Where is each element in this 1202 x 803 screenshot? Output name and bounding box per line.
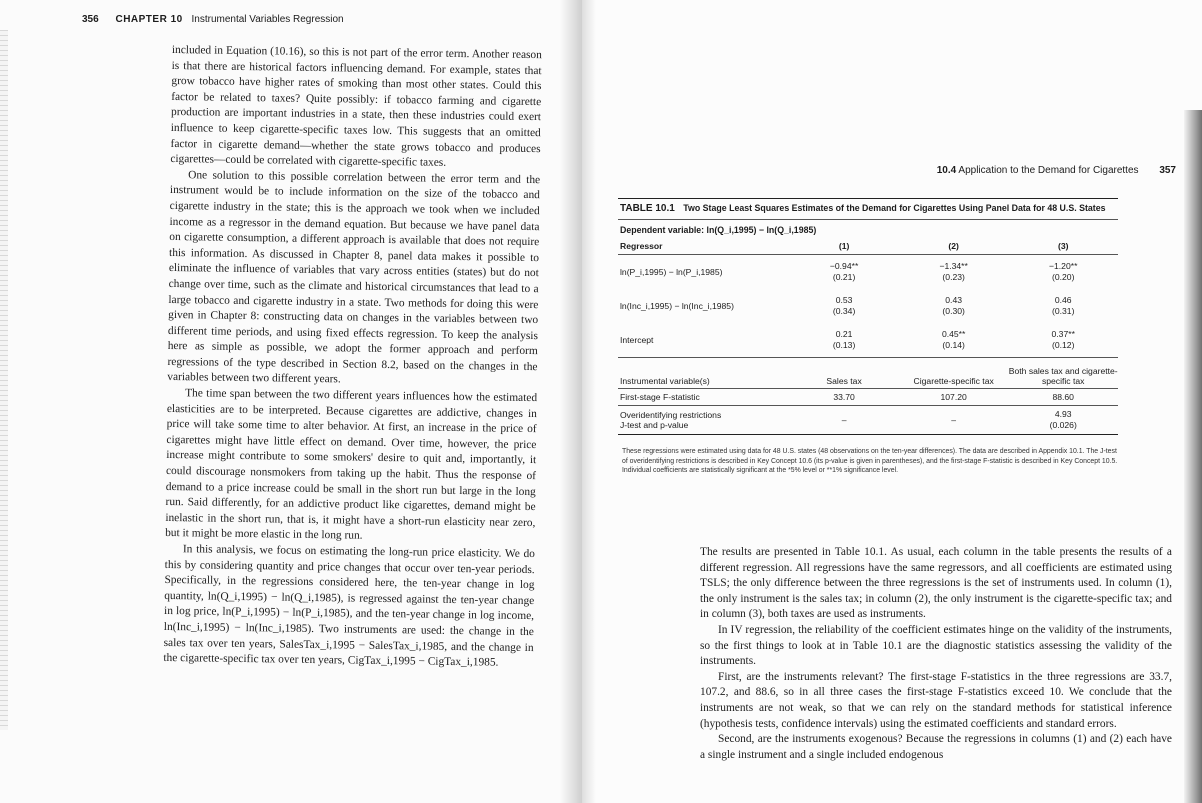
overid-pvalue: (0.026) — [1049, 420, 1077, 430]
instrument-cell: Cigarette-specific tax — [913, 376, 994, 386]
column-header: (2) — [948, 241, 959, 251]
right-body-text — [700, 545, 1172, 763]
instrument-cell: Sales tax — [826, 376, 862, 386]
right-paragraph: In IV regression, the reliability of the coefficient estimates hinge on the validity of the instruments, so the first things to look at in Table 10.1 are the diagnostic statistics assessing the validity of the instruments. — [700, 623, 1172, 668]
table-row — [618, 323, 1118, 357]
regressor-label: Intercept — [620, 335, 654, 345]
right-page-edge — [1184, 110, 1202, 803]
standard-error: (0.31) — [1051, 306, 1075, 316]
regression-table — [618, 198, 1118, 435]
left-body-text — [163, 43, 542, 672]
coefficient: 0.45** — [941, 329, 966, 339]
overid-value: – — [841, 415, 847, 425]
standard-error: (0.21) — [832, 272, 856, 282]
left-paragraph: In this analysis, we focus on estimating the long-run price elasticity. We do this by considering quantity and price changes that occur over ten-year periods. Specifically, in the regressions considered here, the ten-year change in log quantity, ln(Q_i,1995) − ln(Q_i,1985), is regressed against the ten-year change in log price, ln(P_i,1995) − ln(P_i,1985), and the ten-year change in log income, ln(Inc_i,1995) − ln(Inc_i,1985). Two instruments are used: the change in the sales tax over ten years, SalesTax_i,1995 − SalesTax_i,1985, and the change in the cigarette-specific tax over ten years, CigTax_i,1995 − CigTax_i,1985. — [163, 543, 535, 669]
table-caption — [618, 199, 1118, 219]
left-paragraph: The time span between the two different years influences how the estimated elasticities are to be interpreted. Because cigarettes are addictive, changes in price will take some time to alter behavior. At first, an increase in the price of cigarettes might have little effect on demand. Over time, however, the price increase might contribute to some smokers' desire to quit and, importantly, it could discourage nonsmokers from taking up the habit. Thus the response of demand to a price increase could be small in the short run but large in the long run. Said differently, for an addictive product like cigarettes, demand might be inelastic in the short run, that is, it might have a short-run elasticity near zero, but it might be more elastic in the long run. — [165, 387, 538, 543]
coefficient: 0.21 — [835, 329, 853, 339]
table-row — [618, 289, 1118, 323]
coefficient: 0.37** — [1051, 329, 1075, 339]
gutter-shadow-left — [560, 0, 582, 803]
dependent-variable-expr: ln(Q_i,1995) − ln(Q_i,1985) — [706, 225, 817, 235]
regressor-label: ln(P_i,1995) − ln(P_i,1985) — [620, 267, 723, 277]
table-title: Two Stage Least Squares Estimates of the Demand for Cigarettes Using Panel Data for 48 U.S. States — [683, 203, 1106, 213]
coefficient: −1.34** — [939, 261, 968, 271]
overid-label-line: Overidentifying restrictions — [620, 410, 722, 420]
table-number: TABLE 10.1 — [620, 203, 675, 214]
standard-error: (0.23) — [942, 272, 965, 282]
instruments-row — [618, 358, 1118, 388]
coefficient: −1.20** — [1049, 261, 1078, 271]
left-paragraph: One solution to this possible correlation between the error term and the instrument would be to include information on the size of the tobacco and cigarette industry in the state; this is the approach we took when we included income as a regressor in the demand equation. But because we have panel data on cigarette consumption, a different approach is available that does not require this information. As discussed in Chapter 8, panel data makes it possible to eliminate the influence of variables that vary across entities (states) but do not change over time, such as the climate and historical circumstances that lead to a large tobacco and cigarette industry in a state. Two methods for doing this were given in Chapter 8: constructing data on changes in the variables between two different time periods, and using fixed effects regression. To keep the analysis here as simple as possible, we adopt the former approach and perform regressions of the type described in Section 8.2, based on the changes in the variables between two different years. — [167, 168, 541, 386]
left-page-number: 356 — [82, 14, 99, 25]
section-title: Application to the Demand for Cigarettes — [958, 165, 1139, 176]
coefficient: 0.53 — [835, 295, 853, 305]
overid-value: 4.93 — [1054, 409, 1072, 419]
instrument-cell: Both sales tax and cigarette-specific tax — [1008, 366, 1118, 386]
overid-row — [618, 406, 1118, 434]
left-page-edge — [0, 30, 8, 730]
overid-label-line: J-test and p-value — [620, 420, 689, 430]
regressor-label: ln(Inc_i,1995) − ln(Inc_i,1985) — [620, 301, 734, 311]
right-page — [580, 0, 1202, 803]
table-header-row — [618, 238, 1118, 254]
table-row — [618, 255, 1118, 289]
gutter-shadow-right — [582, 0, 596, 803]
overid-value: – — [951, 415, 957, 425]
coefficient: 0.43 — [945, 295, 963, 305]
first-stage-row — [618, 389, 1118, 405]
column-header: (1) — [838, 241, 850, 251]
regressor-header: Regressor — [620, 241, 663, 251]
first-stage-value: 33.70 — [833, 392, 855, 402]
chapter-label: CHAPTER 10 — [115, 14, 183, 25]
coefficient: −0.94** — [829, 261, 859, 271]
first-stage-value: 88.60 — [1052, 392, 1074, 402]
table-notes: These regressions were estimated using data for 48 U.S. states (48 observations on the ten-year differences). The data are described in Appendix 10.1. The J-test of overidentifying restrictions is described in Key Concept 10.6 (its p-value is given in parentheses), and the first-stage F-statistic is described in Key Concept 10.5. Individual coefficients are statistically significant at the *5% level or **1% significance level. — [622, 448, 1118, 474]
column-header: (3) — [1057, 241, 1069, 251]
chapter-title: Instrumental Variables Regression — [191, 14, 344, 25]
standard-error: (0.14) — [942, 340, 965, 350]
dependent-variable — [618, 220, 1118, 238]
standard-error: (0.34) — [832, 306, 856, 316]
left-page — [0, 0, 580, 803]
standard-error: (0.13) — [832, 340, 856, 350]
right-paragraph: The results are presented in Table 10.1. As usual, each column in the table presents the results of a different regression. All regressions have the same regressors, and all coefficients are estimated using TSLS; the only difference between the three regressions is the set of instruments used. In column (1), the only instrument is the sales tax; in column (2), the only instrument is the cigarette-specific tax; and in column (3), both taxes are used as instruments. — [700, 546, 1172, 621]
right-paragraph: First, are the instruments relevant? The first-stage F-statistics in the three regressions are 33.7, 107.2, and 88.6, so in all three cases the first-stage F-statistics exceed 10. We conclude that the instruments are not weak, so that we can rely on the standard methods for statistical inference (hypothesis tests, confidence intervals) using the estimated coefficients and standard errors. — [700, 670, 1172, 730]
right-page-number: 357 — [1159, 165, 1176, 176]
first-stage-label: First-stage F-statistic — [620, 392, 700, 402]
coefficient: 0.46 — [1054, 295, 1072, 305]
left-paragraph: included in Equation (10.16), so this is not part of the error term. Another reason is that there are historical factors influencing demand. For example, states that grow tobacco have higher rates of smoking than most other states. Could this factor be related to taxes? Quite possibly: if tobacco farming and cigarette production are important industries in a state, then these industries could exert influence to keep cigarette-specific taxes low. This suggests that an omitted factor in cigarette demand—whether the state grows tobacco and produces cigarettes—could be correlated with cigarette-specific taxes. — [170, 43, 542, 169]
section-label: 10.4 — [936, 165, 957, 176]
left-running-header — [82, 14, 344, 25]
standard-error: (0.30) — [942, 306, 965, 316]
dependent-variable-label: Dependent variable: — [620, 225, 705, 235]
right-paragraph: Second, are the instruments exogenous? Because the regressions in columns (1) and (2) each have a single instrument and a single included endogenous — [700, 733, 1172, 761]
right-running-header — [937, 165, 1176, 176]
standard-error: (0.20) — [1051, 272, 1075, 282]
instruments-label: Instrumental variable(s) — [620, 376, 710, 386]
standard-error: (0.12) — [1051, 340, 1075, 350]
overid-label — [618, 410, 789, 430]
first-stage-value: 107.20 — [940, 392, 967, 402]
